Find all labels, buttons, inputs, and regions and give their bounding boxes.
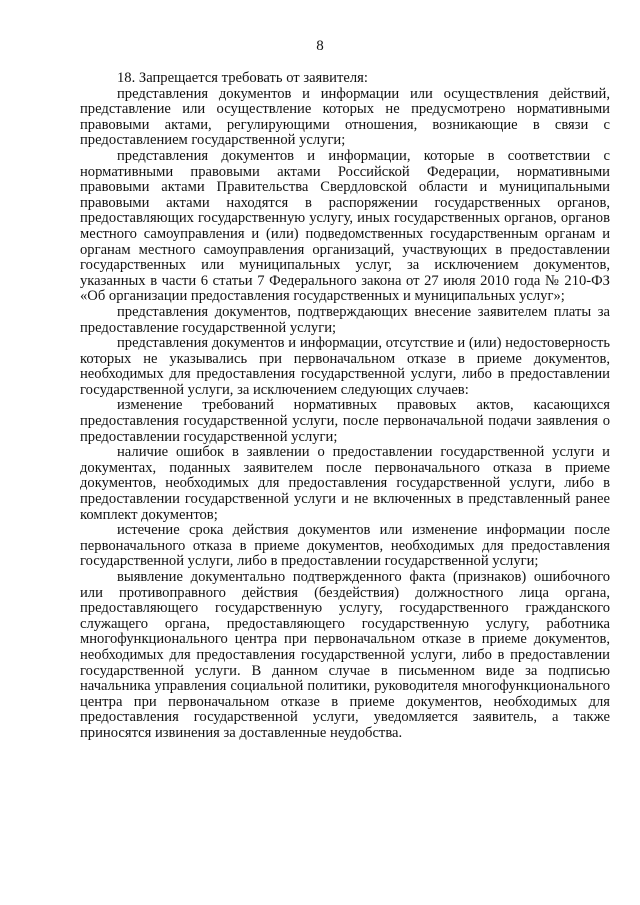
paragraph-not-indicated-at-refusal: представления документов и информации, отсутствие и (или) недостоверность которых не указывались при первоначальном отказе в приеме документов, необходимых для предоставления государственной услуги, либо в предоставлении государственной услуги, за исключением следующих случаев: [80,335,610,398]
paragraph-documents-held-by-agencies: представления документов и информации, которые в соответствии с нормативными правовыми актами Российской Федерации, нормативными правовыми актами Правительства Свердловской области и муниципальными правовыми актами находятся в распоряжении государственных органов, предоставляющих государственную услугу, иных государственных органов, органов местного самоуправления и (или) подведомственных государственным органам и органам местного самоуправления организаций, участвующих в предоставлении государственных или муниципальных услуг, за исключением документов, указанных в части 6 статьи 7 Федерального закона от 27 июля 2010 года № 210-ФЗ «Об организации предоставления государственных и муниципальных услуг»; [80,147,610,305]
document-body [80,71,610,742]
paragraph-payment-documents: представления документов, подтверждающих внесение заявителем платы за предоставление государственной услуги; [80,303,610,336]
paragraph-exception-official-misconduct: выявление документально подтвержденного факта (признаков) ошибочного или противоправного действия (бездействия) должностного лица органа, предоставляющего государственную услугу, государственного гражданского служащего органа, предоставляющего государственную услугу, работника многофункционального центра при первоначальном отказе в приеме документов, необходимых для предоставления государственной услуги, либо в предоставлении государственной услуги. В данном случае в письменном виде за подписью начальника управления социальной политики, руководителя многофункционального центра при первоначальном отказе в приеме документов, необходимых для предоставления государственной услуги, уведомляется заявитель, а также приносятся извинения за доставленные неудобства. [80,569,610,741]
paragraph-item-18-heading: 18. Запрещается требовать от заявителя: [117,70,368,86]
page-number: 8 [316,38,324,54]
paragraph-unregulated-documents: представления документов и информации или осуществления действий, представление или осуществление которых не предусмотрено нормативными правовыми актами, регулирующими отношения, возникающие в связи с предоставлением государственной услуги; [80,85,610,149]
paragraph-exception-requirements-change: изменение требований нормативных правовых актов, касающихся предоставления государственной услуги, после первоначальной подачи заявления о предоставлении государственной услуги; [80,397,610,445]
paragraph-exception-expiry: истечение срока действия документов или изменение информации после первоначального отказа в приеме документов, необходимых для предоставления государственной услуги, либо в предоставлении государственной услуги; [80,522,610,570]
paragraph-exception-errors-in-application: наличие ошибок в заявлении о предоставлении государственной услуги и документах, поданных заявителем после первоначального отказа в приеме документов, необходимых для предоставления государственной услуги, либо в предоставлении государственной услуги и не включенных в представленный ранее комплект документов; [80,444,610,523]
